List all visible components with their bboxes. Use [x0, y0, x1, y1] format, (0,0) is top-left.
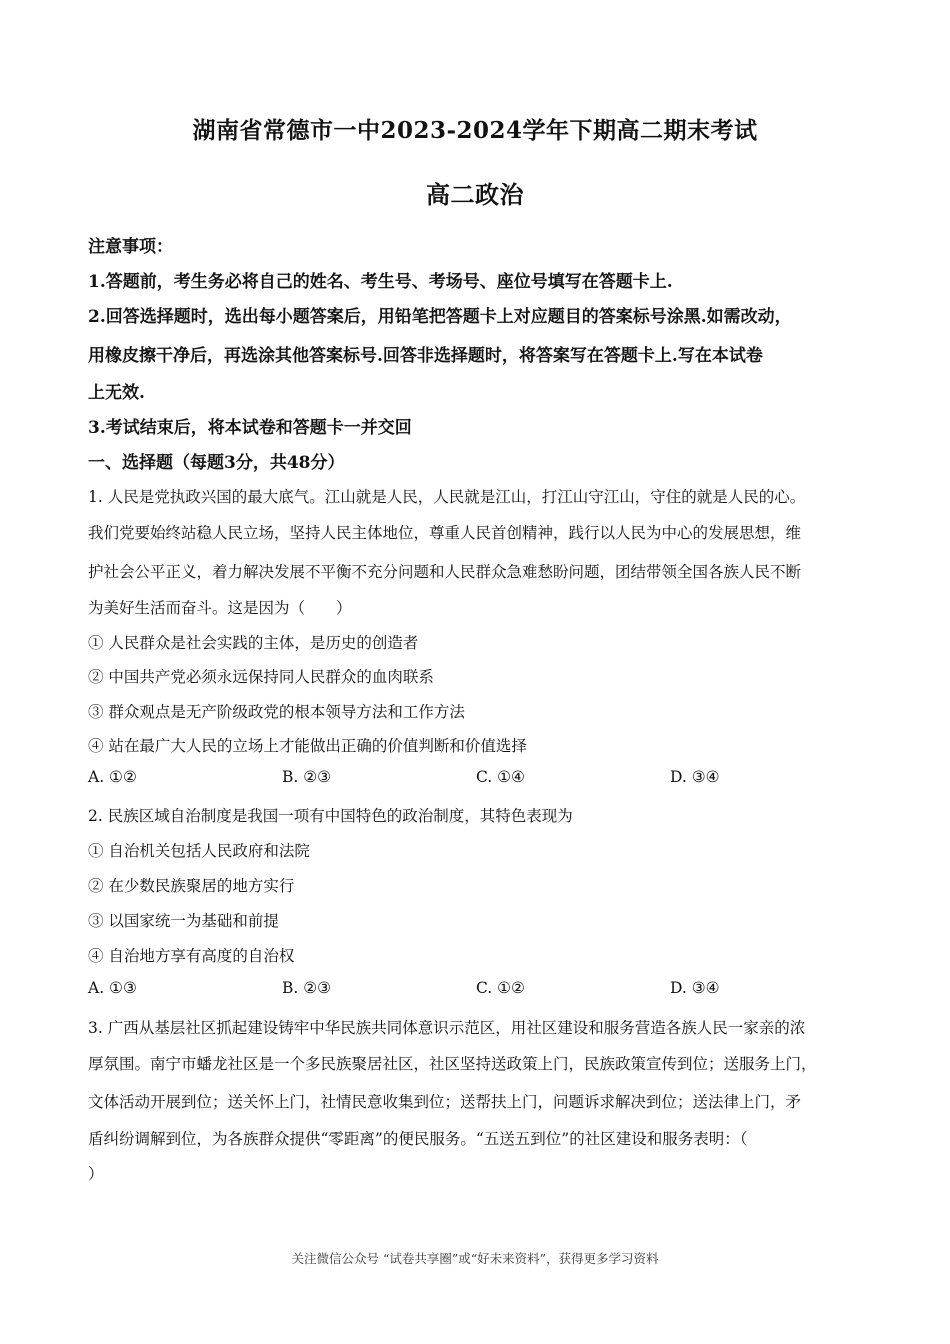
notice-heading: 注意事项：	[88, 237, 173, 257]
q2-statement-2: ② 在少数民族聚居的地方实行	[88, 877, 295, 895]
q3-stem-line-5: ）	[88, 1165, 104, 1183]
q2-stem: 2. 民族区域自治制度是我国一项有中国特色的政治制度，其特色表现为	[88, 807, 573, 825]
q3-stem-line-1: 3. 广西从基层社区抓起建设铸牢中华民族共同体意识示范区，用社区建设和服务营造各族人民一家亲的浓	[88, 1019, 806, 1037]
notice-item-2-line-1: 2.回答选择题时，选出每小题答案后，用铅笔把答题卡上对应题目的答案标号涂黑.如需改动，	[88, 307, 792, 327]
q1-stem-line-2: 我们党要始终站稳人民立场，坚持人民主体地位，尊重人民首创精神，践行以人民为中心的发展思想，维	[88, 524, 802, 542]
q2-statement-1: ① 自治机关包括人民政府和法院	[88, 842, 310, 860]
q1-statement-3: ③ 群众观点是无产阶级政党的根本领导方法和工作方法	[88, 703, 465, 721]
q1-stem-line-3: 护社会公平正义，着力解决发展不平衡不充分问题和人民群众急难愁盼问题，团结带领全国各族人民不断	[88, 563, 802, 581]
q3-stem-line-2: 厚氛围。南宁市蟠龙社区是一个多民族聚居社区，社区坚持送政策上门，民族政策宣传到位；送服务上门，	[88, 1055, 817, 1073]
q1-statement-2: ② 中国共产党必须永远保持同人民群众的血肉联系	[88, 668, 434, 686]
q3-stem-line-3: 文体活动开展到位；送关怀上门，社情民意收集到位；送帮扶上门，问题诉求解决到位；送法律上门，矛	[88, 1093, 802, 1111]
q1-statement-1: ① 人民群众是社会实践的主体，是历史的创造者	[88, 634, 419, 652]
subject-title: 高二政治	[426, 180, 524, 209]
notice-item-1: 1.答题前，考生务必将自己的姓名、考生号、考场号、座位号填写在答题卡上.	[88, 272, 673, 292]
q2-option-d: D. ③④	[670, 979, 720, 997]
q1-statement-4: ④ 站在最广大人民的立场上才能做出正确的价值判断和价值选择	[88, 737, 527, 755]
section-heading: 一、选择题（每题3分，共48分）	[88, 453, 345, 473]
footer-promo: 关注微信公众号 “试卷共享圈”或“好未来资料”，获得更多学习资料	[291, 1251, 659, 1266]
q3-stem-line-4: 盾纠纷调解到位，为各族群众提供“零距离”的便民服务。“五送五到位”的社区建设和服务表明：（	[88, 1130, 748, 1148]
q1-option-c: C. ①④	[476, 768, 525, 786]
q1-stem-line-1: 1. 人民是党执政兴国的最大底气。江山就是人民，人民就是江山，打江山守江山，守住的就是人民的心。	[88, 488, 806, 506]
q1-option-b: B. ②③	[282, 768, 332, 786]
q1-option-a: A. ①②	[88, 768, 137, 786]
exam-title: 湖南省常德市一中2023-2024学年下期高二期末考试	[192, 117, 758, 144]
notice-item-2-line-2: 用橡皮擦干净后，再选涂其他答案标号.回答非选择题时，将答案写在答题卡上.写在本试卷	[88, 346, 763, 366]
q2-option-b: B. ②③	[282, 979, 332, 997]
q2-option-c: C. ①②	[476, 979, 525, 997]
q2-statement-4: ④ 自治地方享有高度的自治权	[88, 947, 295, 965]
q2-option-a: A. ①③	[88, 979, 137, 997]
notice-item-2-line-3: 上无效.	[88, 383, 145, 403]
q2-statement-3: ③ 以国家统一为基础和前提	[88, 912, 279, 930]
notice-item-3: 3.考试结束后，将本试卷和答题卡一并交回	[88, 418, 412, 438]
q1-stem-line-4: 为美好生活而奋斗。这是因为（ ）	[88, 599, 352, 617]
q1-option-d: D. ③④	[670, 768, 720, 786]
